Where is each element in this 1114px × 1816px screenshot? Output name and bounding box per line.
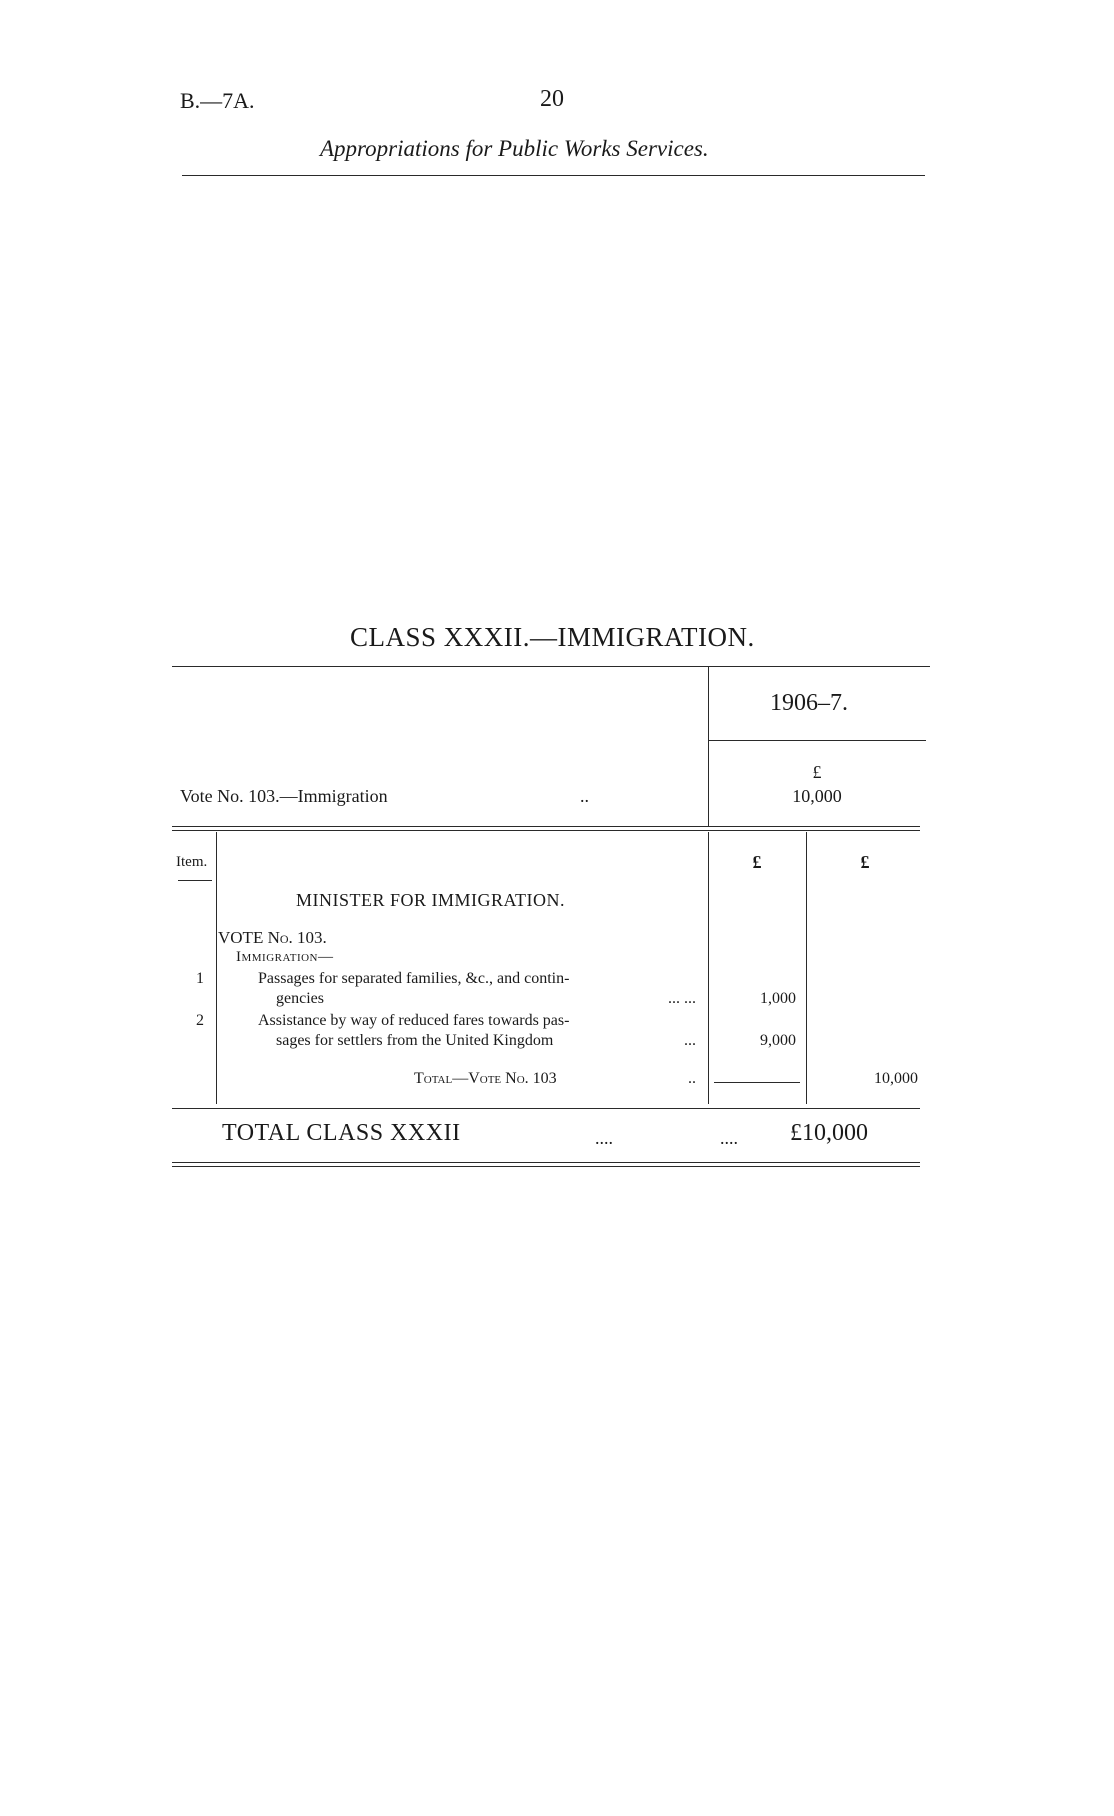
summary-year-rule (708, 740, 926, 741)
page-number: 20 (540, 86, 564, 112)
header-rule (182, 175, 925, 176)
grand-total-top-rule (172, 1108, 920, 1109)
summary-year: 1906–7. (770, 690, 848, 716)
item-number: 1 (196, 970, 204, 987)
detail-item-column-divider (216, 832, 217, 1104)
grand-total-leaders: .... (720, 1128, 738, 1148)
document-reference: B.—7A. (180, 88, 255, 113)
page-title: Appropriations for Public Works Services. (320, 136, 709, 161)
summary-vote-leaders: .. (580, 786, 589, 806)
grand-total-amount: £10,000 (790, 1120, 868, 1146)
vote-subtotal-rule (714, 1082, 800, 1083)
class-heading-rule (172, 666, 930, 667)
summary-vote-amount: 10,000 (792, 786, 842, 806)
vote-heading: VOTE No. 103. (218, 928, 327, 947)
item-amount: 9,000 (760, 1032, 796, 1049)
detail-col2-currency: £ (860, 852, 870, 872)
summary-currency: £ (812, 762, 822, 782)
detail-item-header-rule (178, 880, 212, 881)
detail-item-header: Item. (176, 854, 208, 870)
vote-total-leaders: .. (688, 1070, 696, 1087)
item-description-line2: sages for settlers from the United Kingdom (276, 1032, 554, 1049)
summary-vote-label: Vote No. 103.—Immigration (180, 786, 388, 806)
summary-bottom-rule (172, 826, 920, 827)
summary-bottom-rule-double (172, 830, 920, 831)
class-heading: CLASS XXXII.—IMMIGRATION. (350, 622, 755, 652)
grand-total-label: TOTAL CLASS XXXII (222, 1120, 461, 1146)
item-number: 2 (196, 1012, 204, 1029)
item-description-line1: Assistance by way of reduced fares towards pas- (258, 1012, 570, 1029)
item-description-line1: Passages for separated families, &c., and contin- (258, 970, 570, 987)
grand-total-bottom-rule-double (172, 1166, 920, 1167)
item-leaders: ... (684, 1032, 696, 1049)
grand-total-bottom-rule (172, 1162, 920, 1163)
item-amount: 1,000 (760, 990, 796, 1007)
grand-total-leaders: .... (595, 1128, 613, 1148)
item-description-line2: gencies (276, 990, 324, 1007)
subhead-immigration: Immigration— (236, 949, 334, 965)
vote-total-label: Total—Vote No. 103 (414, 1070, 557, 1087)
item-leaders: ... ... (668, 990, 696, 1007)
ministry-heading: MINISTER FOR IMMIGRATION. (296, 890, 566, 910)
vote-total-amount: 10,000 (874, 1070, 918, 1087)
detail-col1-currency: £ (752, 852, 762, 872)
